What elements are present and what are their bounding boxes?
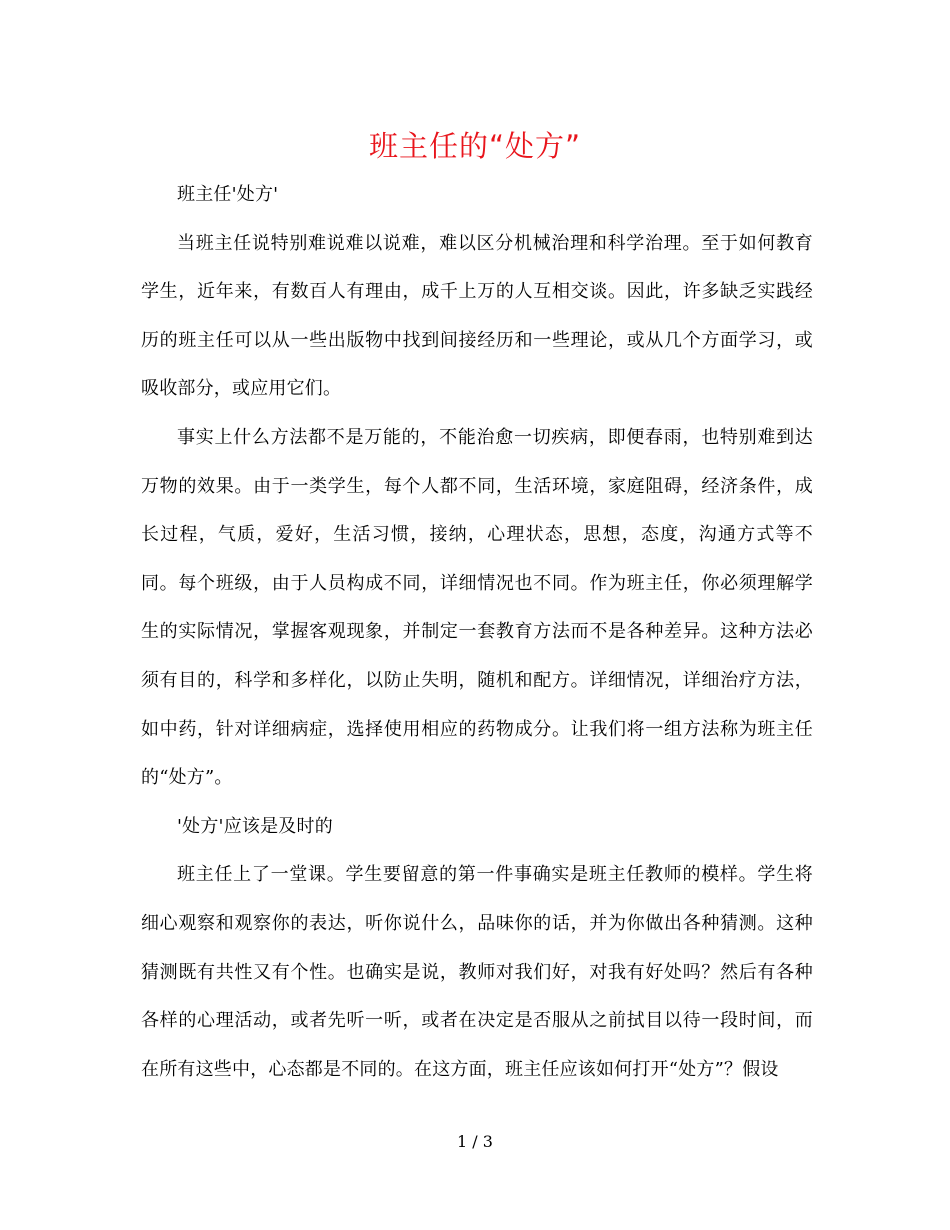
body-paragraph: 当班主任说特别难说难以说难，难以区分机械治理和科学治理。至于如何教育学生，近年来，有数百人有理由，成千上万的人互相交谈。因此，许多缺乏实践经历的班主任可以从一些出版物中找到间接经历和一些理论，或从几个方面学习，或吸收部分，或应用它们。 <box>141 232 813 400</box>
section-heading: '处方'应该是及时的 <box>177 815 333 837</box>
document-body <box>141 171 813 1094</box>
document-title: 班主任的“处方” <box>368 129 582 163</box>
section-heading: 班主任'处方' <box>177 184 279 205</box>
page-number: 1 / 3 <box>457 1132 493 1151</box>
body-paragraph: 班主任上了一堂课。学生要留意的第一件事确实是班主任教师的模样。学生将细心观察和观察你的表达，听你说什么，品味你的话，并为你做出各种猜测。这种猜测既有共性又有个性。也确实是说，教师对我们好，对我有好处吗？然后有各种各样的心理活动，或者先听一听，或者在决定是否服从之前拭目以待一段时间，而在所有这些中，心态都是不同的。在这方面，班主任应该如何打开“处方”？假设 <box>141 864 813 1080</box>
body-paragraph: 事实上什么方法都不是万能的，不能治愈一切疾病，即便春雨，也特别难到达万物的效果。由于一类学生，每个人都不同，生活环境，家庭阻碍，经济条件，成长过程，气质，爱好，生活习惯，接纳，心理状态，思想，态度，沟通方式等不同。每个班级，由于人员构成不同，详细情况也不同。作为班主任，你必须理解学生的实际情况，掌握客观现象，并制定一套教育方法而不是各种差异。这种方法必须有目的，科学和多样化，以防止失明，随机和配方。详细情况，详细治疗方法，如中药，针对详细病症，选择使用相应的药物成分。让我们将一组方法称为班主任的“处方”。 <box>141 426 813 789</box>
